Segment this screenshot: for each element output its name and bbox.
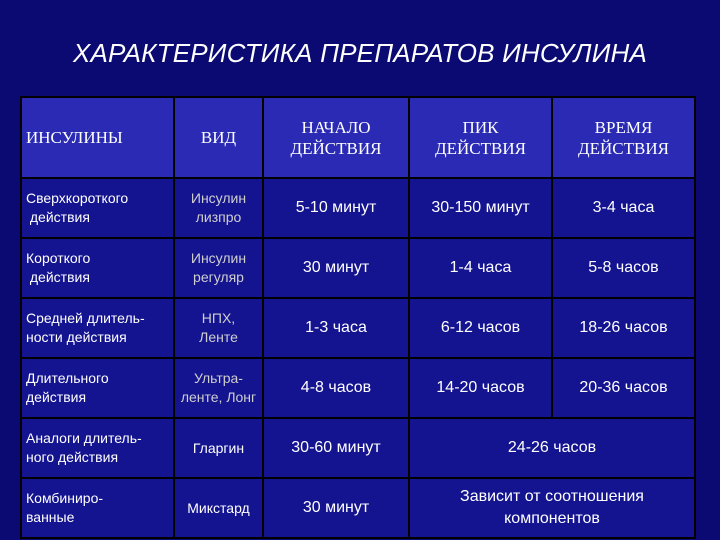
duration-cell: 5-8 часов [552, 238, 695, 298]
header-insulins: ИНСУЛИНЫ [21, 97, 174, 178]
type-cell: Микстард [174, 478, 263, 538]
table-row [21, 358, 695, 418]
category-cell: Аналоги длитель- ного действия [21, 418, 174, 478]
peak-cell: 30-150 минут [409, 178, 552, 238]
table-row [21, 178, 695, 238]
onset-cell: 5-10 минут [263, 178, 409, 238]
category-cell: Комбиниро- ванные [21, 478, 174, 538]
table-header-row [21, 97, 695, 178]
table-row [21, 238, 695, 298]
table-row [21, 418, 695, 478]
type-cell: НПХ, Ленте [174, 298, 263, 358]
duration-cell: 20-36 часов [552, 358, 695, 418]
type-cell: Ультра- ленте, Лонг [174, 358, 263, 418]
duration-cell: 3-4 часа [552, 178, 695, 238]
type-cell: Гларгин [174, 418, 263, 478]
type-cell: Инсулин лизпро [174, 178, 263, 238]
onset-cell: 30-60 минут [263, 418, 409, 478]
category-cell: Длительного действия [21, 358, 174, 418]
onset-cell: 30 минут [263, 478, 409, 538]
table-row [21, 478, 695, 538]
category-cell: Средней длитель- ности действия [21, 298, 174, 358]
peak-cell: 6-12 часов [409, 298, 552, 358]
header-peak: ПИК ДЕЙСТВИЯ [409, 97, 552, 178]
header-duration: ВРЕМЯ ДЕЙСТВИЯ [552, 97, 695, 178]
header-type: ВИД [174, 97, 263, 178]
onset-cell: 4-8 часов [263, 358, 409, 418]
category-cell: Короткого действия [21, 238, 174, 298]
category-cell: Сверхкороткого действия [21, 178, 174, 238]
peak-cell: 14-20 часов [409, 358, 552, 418]
onset-cell: 1-3 часа [263, 298, 409, 358]
insulin-table [20, 96, 696, 539]
onset-cell: 30 минут [263, 238, 409, 298]
slide-title: ХАРАКТЕРИСТИКА ПРЕПАРАТОВ ИНСУЛИНА [72, 38, 648, 68]
header-onset: НАЧАЛО ДЕЙСТВИЯ [263, 97, 409, 178]
peak-duration-cell: 24-26 часов [409, 418, 695, 478]
peak-cell: 1-4 часа [409, 238, 552, 298]
type-cell: Инсулин регуляр [174, 238, 263, 298]
peak-duration-cell: Зависит от соотношения компонентов [409, 478, 695, 538]
duration-cell: 18-26 часов [552, 298, 695, 358]
table-row [21, 298, 695, 358]
